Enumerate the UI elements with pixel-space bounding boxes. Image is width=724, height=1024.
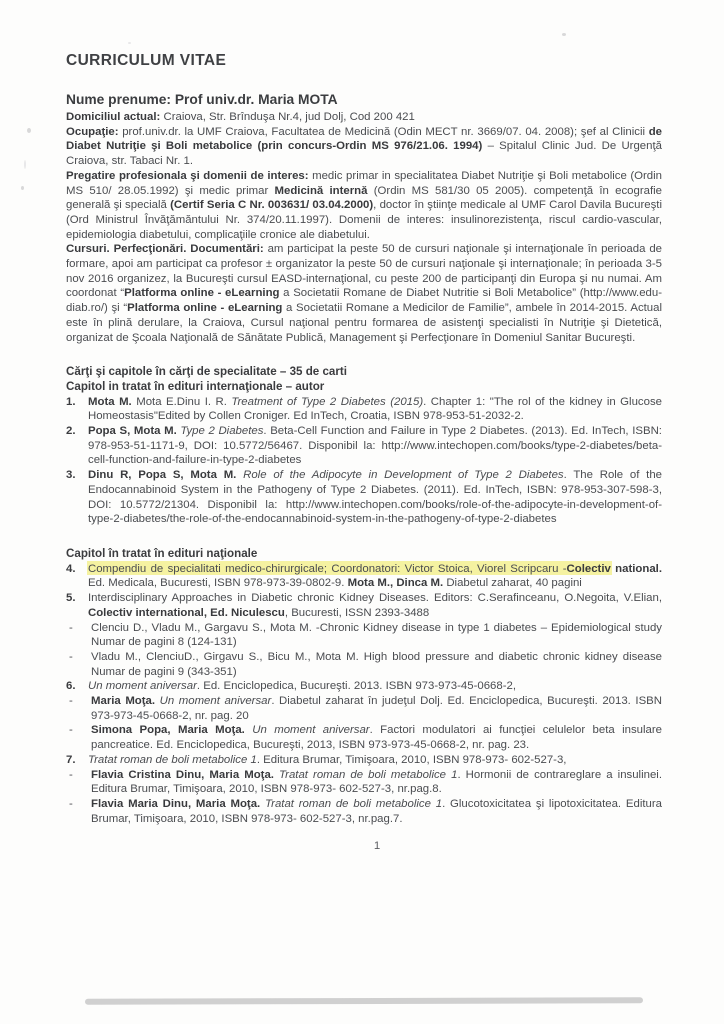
text-run: Cursuri. Perfecţionări. Documentări:: [66, 243, 264, 256]
name-heading: Nume prenume: Prof univ.dr. Maria MOTA: [66, 92, 338, 107]
scan-edge-shadow: [85, 997, 643, 1004]
scan-speck: [21, 186, 24, 190]
list-item-dash: -: [69, 768, 73, 781]
text-run: Mota M.: [88, 395, 132, 408]
text-run: Treatment of Type 2 Diabetes (2015): [231, 395, 424, 408]
scan-speck: [24, 160, 26, 169]
list-item: [66, 679, 662, 694]
international-publications-list: [66, 395, 662, 527]
list-item-text: [91, 650, 662, 679]
text-run: (Certif Seria C Nr. 003631/ 03.04.2000): [170, 199, 374, 212]
list-item: [66, 753, 662, 768]
list-item: [66, 395, 662, 424]
list-item-number: 1.: [66, 395, 76, 408]
paragraph-cursuri: [66, 242, 662, 345]
list-item: [66, 797, 662, 826]
text-run: Craiova, Str. Brînduşa Nr.4, jud Dolj, Cod 200 421: [160, 111, 415, 123]
national-publications-list: [66, 562, 662, 827]
list-item: [66, 468, 662, 527]
text-run: Domiciliul actual:: [66, 111, 161, 123]
text-run: Diabetul zaharat, 40 pagini: [443, 577, 582, 590]
list-item-text: [88, 679, 662, 694]
text-run: Simona Popa, Maria Moţa.: [91, 724, 245, 737]
text-run: Type 2 Diabetes: [180, 425, 264, 438]
list-item-text: [88, 395, 662, 424]
text-run: Compendiu de specialitati medico-chirurgicale; Coordonatori: Victor Stoica, Viorel Scripcaru -: [88, 562, 567, 575]
text-run: prof.univ.dr. la UMF Craiova, Facultatea de Medicină (Odin MECT nr. 3669/07. 04. 2008); şef al Clinicii: [118, 125, 649, 138]
text-run: Colectiv international, Ed. Niculescu: [88, 606, 285, 619]
text-run: Un moment aniversar: [252, 724, 370, 737]
list-item: [66, 650, 662, 679]
text-run: Un moment aniversar: [88, 680, 197, 693]
list-item-dash: -: [69, 797, 73, 810]
section-heading-national: Capitol în tratat în edituri naţionale: [66, 546, 258, 560]
list-item-text: [91, 797, 662, 826]
list-item-highlighted: [66, 562, 662, 591]
text-run: . The Role of the Endocannabinoid System in the Pathogeny of Type 2 Diabetes. (2011). Ed. InTech, ISBN: 978-953-307-598-3, DOI: 10.5772/21304. Disponibil la: http://www.intechopen.com/books/role-of-the-adipocyte-in-development-of-type-2-diabetes/the-role-of-the-endocannabinoid-system-in-the-pathogeny-of-type-2-diabetes: [88, 469, 663, 526]
text-run: Tratat roman de boli metabolice 1: [279, 768, 458, 781]
list-item-dash: -: [69, 621, 73, 634]
list-item: [66, 723, 662, 752]
text-run: . Editura Brumar, Timişoara, 2010, ISBN 978-973- 602-527-3,: [256, 753, 567, 766]
paragraph-domiciliul: [66, 110, 662, 125]
page-number: 1: [373, 840, 381, 853]
text-run: Colectiv: [566, 562, 611, 575]
text-run: Mota M., Dinca M.: [347, 577, 444, 590]
text-run: Mota E.Dinu I. R.: [131, 395, 232, 408]
list-item-dash: -: [69, 695, 73, 708]
text-run: . Beta-Cell Function and Failure in Type 2 Diabetes. (2013). Ed. InTech, ISBN: 978-953-51-1171-9, DOI: 10.5772/56467. Disponibil la: http://www.intechopen.com/books/type-2-diabetes/beta-cell-function-and-failure-in-type-2-diabetes: [88, 425, 662, 467]
paragraph-ocupatie: [66, 125, 662, 169]
scan-speck: [27, 128, 31, 133]
text-run: Platforma online - eLearning: [124, 287, 280, 300]
text-run: am participat la peste 50 de cursuri naţionale şi internaţionale în perioada de formare, apoi am participat ca profesor ± organizator la peste 50 de cursuri naţionale şi internaţionale; în perioada 3-5 nov 2016 organizez, la Bucureşti cursul EASD-internaţional, cu peste 200 de participanţi din Europa şi nu numai. Am coordonat “: [66, 243, 662, 300]
list-item-text: [88, 591, 662, 620]
text-run: Ocupaţie:: [66, 125, 119, 138]
text-run: , doctor în ştiinţe medicale al UMF Carol Davila Bucureşti (Ord Ministrul Învăţămăntului Nr. 374/20.11.1997). Domenii de interes: insulinorezistenţa, riscul cardio-vascular, epidemiologia diabetului, complicaţiile cronice ale diabetului.: [66, 199, 662, 241]
list-item-number: 3.: [66, 469, 76, 482]
text-run: Ed. Medicala, Bucuresti, ISBN 978-973-39-0802-9.: [88, 577, 348, 590]
list-item-dash: -: [69, 724, 73, 737]
text-run: Maria Moţa.: [91, 695, 156, 708]
text-run: medic primar in specialitatea Diabet Nutriţie şi Boli metabolice (Ordin MS 510/ 28.05.1992) şi medic primar: [66, 169, 662, 197]
list-item: [66, 591, 662, 620]
text-run: Platforma online - eLearning: [127, 302, 283, 315]
text-run: . Ed. Enciclopedica, Bucureşti. 2013. ISBN 973-973-45-0668-2,: [196, 680, 517, 693]
text-run: a Societatii Romane a Medicilor de Familie”, ambele în 2014-2015. Actual este în plină derulare, la Craiova, Cursul naţional pentru formarea de asistenţi specialisti în Nutriţie şi Dietetică, organizat de Şcoala Naţională de Sănătate Publică, Management şi Perfecţionare în Domeniul Sanitar Bucureşti.: [66, 302, 662, 344]
list-item-text: [88, 562, 662, 591]
text-run: a Societatii Romane de Diabet Nutritie si Boli Metabolice” (http://www.edu-diab.ro/) şi “: [66, 287, 663, 315]
list-item-number: 7.: [66, 753, 76, 766]
text-run: Un moment aniversar: [159, 695, 272, 708]
list-item-number: 2.: [66, 425, 76, 438]
text-run: – Spitalul Clinic Jud. De Urgenţă Craiova, str. Tabaci Nr. 1.: [66, 140, 662, 168]
text-run: Tratat roman de boli metabolice 1: [265, 797, 443, 810]
text-run: national.: [610, 562, 663, 575]
list-item: [66, 424, 662, 468]
list-item: [66, 694, 662, 723]
text-run: Vladu M., ClenciuD., Girgavu S., Bicu M., Mota M. High blood pressure and diabetic chronic kidney disease Numar de pagini 9 (343-351): [91, 650, 662, 678]
text-run: Role of the Adipocyte in Development of Type 2 Diabetes: [243, 469, 564, 482]
list-item: [66, 768, 662, 797]
section-heading-international: Capitol in tratat în edituri internaţionale – autor: [66, 379, 325, 393]
text-run: Flavia Maria Dinu, Maria Moţa.: [91, 797, 261, 810]
list-item-text: [91, 723, 662, 752]
text-run: Tratat roman de boli metabolice 1: [88, 753, 257, 766]
list-item-text: [88, 753, 662, 768]
text-run: Medicină internă: [274, 184, 368, 197]
scan-speck: [562, 33, 566, 36]
list-item: [66, 621, 662, 650]
section-heading-books: Cărţi şi capitole în cărţi de specialitate – 35 de carti: [66, 365, 347, 379]
text-run: . Chapter 1: "The rol of the kidney in Glucose Homeostasis"Edited by Collen Croniger. Ed InTech, Croatia, ISBN 978-953-51-2032-2.: [88, 395, 662, 423]
text-run: . Diabetul zaharat în judeţul Dolj. Ed. Enciclopedica, Bucureşti. 2013. ISBN 973-973-45-0668-2, nr. pag. 20: [91, 695, 662, 722]
list-item-text: [88, 468, 662, 527]
text-run: Flavia Cristina Dinu, Maria Moţa.: [91, 768, 274, 781]
text-run: Clenciu D., Vladu M., Gargavu S., Mota M. -Chronic Kidney disease in type 1 diabetes – Epidemiological study Numar de pagini 8 (124-131): [91, 621, 662, 649]
list-item-number: 4.: [66, 562, 76, 575]
text-run: Pregatire profesionala şi domenii de interes:: [66, 169, 309, 182]
text-run: Interdisciplinary Approaches in Diabetic chronic Kidney Diseases. Editors: C.Serafinceanu, O.Negoita, V.Elian,: [88, 592, 662, 605]
scan-speck: [128, 42, 131, 44]
list-item-text: [91, 694, 662, 723]
paragraph-pregatire: [66, 169, 662, 243]
text-run: . Factori modulatori ai funcţiei celulelor beta insulare pancreatice. Ed. Enciclopedica, Bucureşti, 2013, ISBN 973-973-45-0668-2, nr. pag. 23.: [91, 724, 662, 752]
list-item-number: 5.: [66, 592, 76, 605]
list-item-text: [91, 768, 662, 797]
text-run: (Ordin MS 581/30 05 2005). competenţă în ecografie generală şi specială: [66, 184, 662, 212]
text-run: de Diabet Nutriţie şi Boli metabolice (prin concurs-Ordin MS 976/21.06. 1994): [66, 125, 662, 153]
list-item-dash: -: [69, 650, 73, 663]
document-title: CURRICULUM VITAE: [66, 52, 227, 69]
text-run: . Glucotoxicitatea şi lipotoxicitatea. Editura Brumar, Timişoara, 2010, ISBN 978-973- 602-527-3, nr.pag.7.: [91, 797, 662, 825]
list-item-text: [88, 424, 662, 468]
list-item-text: [91, 621, 662, 650]
text-run: , Bucuresti, ISSN 2393-3488: [284, 606, 430, 619]
text-run: Popa S, Mota M.: [88, 425, 177, 438]
text-run: Dinu R, Popa S, Mota M.: [88, 469, 237, 482]
text-run: . Hormonii de contrareglare a insulinei. Editura Brumar, Timişoara, 2010, ISBN 978-973- 602-527-3, nr.pag.8.: [91, 768, 662, 796]
list-item-number: 6.: [66, 680, 76, 693]
